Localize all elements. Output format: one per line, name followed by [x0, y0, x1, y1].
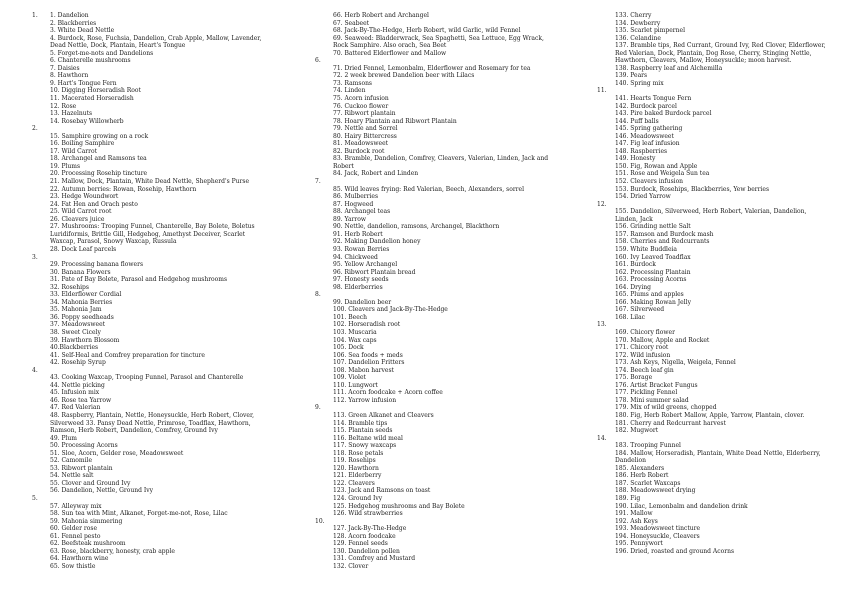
list-item: 47. Red Valerian [50, 404, 101, 412]
list-item: 3. White Dead Nettle [50, 27, 115, 35]
list-item: 15. Samphire growing on a rock [50, 132, 149, 140]
item-list [315, 299, 560, 405]
list-item: 169. Chicory flower [615, 328, 675, 336]
list-item: 102. Horseradish root [333, 321, 401, 329]
list-item: 128. Acorn foodcake [333, 532, 396, 540]
item-list [32, 374, 272, 495]
item-list [315, 412, 560, 518]
list-item: 31. Pate of Bay Bolete, Parasol and Hedgehog mushrooms [50, 276, 228, 284]
list-item: 98. Elderberries [333, 283, 383, 291]
list-item: 16. Boiling Samphire [50, 140, 115, 148]
section [315, 404, 560, 517]
list-item: 189. Fig [615, 495, 641, 502]
list-item: 182. Mugwort [615, 427, 659, 435]
list-item: 120. Hawthorn [333, 464, 379, 472]
section-number: 12. [597, 200, 607, 208]
section-number: 13. [597, 321, 607, 329]
list-item: 150. Fig, Rowan and Apple [615, 162, 698, 170]
list-item: 60. Gelder rose [50, 525, 97, 533]
section-number: 10. [315, 517, 325, 525]
section [32, 125, 272, 253]
list-item: 95. Yellow Archangel [333, 261, 398, 269]
list-item: 161. Burdock [615, 261, 656, 269]
spacer [597, 201, 827, 209]
spacer [315, 404, 560, 412]
list-item: 36. Poppy seedheads [50, 313, 114, 321]
section [315, 178, 560, 291]
section [32, 254, 272, 367]
list-item: 82. Burdock root [333, 147, 385, 155]
section-number: 5. [32, 495, 38, 502]
item-list [315, 65, 560, 178]
list-item: 180. Fig, Herb Robert Mallow, Apple, Yarrow, Plantain, clover. [615, 411, 805, 419]
list-item: 45. Infusion mix [50, 389, 100, 397]
spacer [315, 291, 560, 299]
list-item: 141. Hearts Tongue Fern [615, 95, 692, 103]
item-list [315, 525, 560, 570]
list-item: 43. Cooking Waxcap, Trooping Funnel, Parasol and Chanterelle [50, 374, 244, 382]
list-item: 160. Ivy Leaved Toadflax [615, 253, 691, 261]
list-item: 88. Archangel teas [333, 208, 391, 216]
list-item: 181. Cherry and Redcurrant harvest [615, 419, 726, 427]
list-item: 13. Hazelnuts [50, 110, 93, 118]
list-item: 184. Mallow, Horseradish, Plantain, White Dead Nettle, Elderberry, Dandelion [615, 449, 821, 465]
list-item: 107. Dandelion Fritters [333, 359, 405, 367]
list-item: 58. Sun tea with Mint, Alkanet, Forget-me-not, Rose, Lilac [50, 510, 228, 518]
list-item: 143. Pire baked Burdock parcel [615, 110, 712, 118]
list-item: 57. Alleyway mix [50, 502, 102, 510]
section-number: 3. [32, 253, 38, 261]
list-item: 28. Dock Leaf parcels [50, 245, 117, 253]
list-item: 105. Dock [333, 344, 364, 352]
list-item: 80. Hairy Bittercress [333, 132, 397, 140]
list-item: 186. Herb Robert [615, 472, 669, 480]
list-item: 195. Pennywort [615, 540, 663, 548]
list-item: 4. Burdock, Rose, Fuchsia, Dandelion, Crab Apple, Mallow, Lavender, Dead Nettle, Dock, Plantain, Heart's Tongue [50, 34, 262, 50]
section-number: 14. [597, 434, 607, 442]
list-item: 103. Muscaria [333, 328, 377, 336]
list-item: 96. Ribwort Plantain bread [333, 268, 416, 276]
list-item: 148. Raspberries [615, 147, 668, 155]
list-item: 86. Mulberries [333, 193, 379, 201]
list-item: 32. Rosehips [50, 283, 89, 291]
list-item: 14. Rosebay Willowherb [50, 117, 124, 125]
list-item: 149. Honesty [615, 155, 656, 163]
list-item: 191. Mallow [615, 510, 653, 518]
list-item: 121. Elderberry [333, 472, 382, 480]
list-item: 42. Rosehip Syrup [50, 359, 106, 367]
list-item: 89. Yarrow [333, 215, 367, 223]
item-list [597, 95, 827, 201]
list-item: 72. 2 week brewed Dandelion beer with Lilacs [333, 72, 475, 80]
list-item: 154. Dried Yarrow [615, 193, 671, 201]
list-item: 173. Ash Keys, Nigella, Weigela, Fennel [615, 359, 736, 367]
section-number: 9. [315, 404, 321, 412]
list-item: 155. Dandelion, Silverweed, Herb Robert, Valerian, Dandelion, Linden, Jack [615, 208, 807, 223]
list-item: 118. Rose petals [333, 449, 384, 457]
list-item: 152. Cleavers infusion [615, 178, 684, 186]
list-item: 48. Raspberry, Plantain, Nettle, Honeysuckle, Herb Robert, Clover, Silverweed 33. Pansy Dead Nettle, Primrose, Toadflax, Hawthorn, Ramson, Herb Robert, Dandelion, Comfrey, Ground Ivy [50, 411, 255, 435]
list-item: 164. Drying [615, 283, 651, 291]
list-item: 6. Chanterelle mushrooms [50, 57, 131, 65]
column-1 [32, 12, 272, 570]
column-3 [597, 12, 827, 555]
section-number: 8. [315, 291, 321, 299]
list-item: 109. Violet [333, 374, 366, 382]
list-item: 116. Beltane wild meal [333, 434, 403, 442]
list-item: 29. Processing banana flowers [50, 261, 144, 269]
spacer [315, 518, 560, 526]
list-item: 25. Wild Carrot root [50, 208, 112, 216]
item-list [32, 133, 272, 254]
list-item: 11. Macerated Horseradish [50, 95, 134, 103]
list-item: 77. Ribwort plantain [333, 110, 396, 118]
section [315, 291, 560, 404]
list-item: 70. Battered Elderflower and Mallow [333, 49, 447, 57]
list-item: 87. Hogweed [333, 200, 374, 208]
list-item: 17. Wild Carrot [50, 147, 98, 155]
list-item: 132. Clover [333, 562, 369, 570]
list-item: 5. Forget-me-nots and Dandelions [50, 49, 154, 57]
list-item: 194. Honeysuckle, Cleavers [615, 532, 700, 540]
section [597, 12, 827, 87]
list-item: 73. Ramsons [333, 79, 373, 87]
list-item: 134. Dewberry [615, 19, 661, 27]
section-number: 7. [315, 178, 321, 186]
list-item: 49. Plum [50, 434, 77, 442]
list-item: 139. Pears [615, 72, 648, 80]
list-item: 10. Digging Horseradish Root [50, 87, 141, 95]
spacer [32, 125, 272, 133]
list-item: 83. Bramble, Dandelion, Comfrey, Cleavers, Valerian, Linden, Jack and Robert [333, 155, 549, 170]
item-list [32, 261, 272, 367]
section [315, 12, 560, 57]
list-item: 76. Cuckoo flower [333, 102, 389, 110]
section [32, 12, 272, 125]
list-item: 142. Burdock parcel [615, 102, 677, 110]
section [597, 201, 827, 322]
list-item: 140. Spring mix [615, 79, 664, 87]
list-item: 34. Mahonia Berries [50, 298, 113, 306]
list-item: 188. Meadowsweet drying [615, 487, 696, 495]
list-item: 137. Bramble tips, Red Currant, Ground Ivy, Red Clover, Elderflower, Red Valerian, Dock, Plantain, Dog Rose, Cherry, Stinging Nettle, Hawthorn, Cleavers, Mallow, Honeysuckle; moon harvest. [615, 42, 826, 65]
list-item: 52. Camomile [50, 457, 92, 465]
list-item: 65. Sow thistle [50, 562, 96, 570]
list-item: 97. Honesty seeds [333, 276, 389, 284]
section-number: 4. [32, 366, 38, 374]
list-item: 110. Lungwort [333, 381, 378, 389]
list-item: 79. Nettle and Sorrel [333, 125, 398, 133]
spacer [315, 57, 560, 65]
list-item: 151. Rose and Weigela Sun tea [615, 170, 710, 178]
list-item: 166. Making Rowan Jelly [615, 298, 691, 306]
item-list [315, 12, 560, 57]
list-item: 163. Processing Acorns [615, 276, 687, 284]
list-item: 117. Snowy waxcaps [333, 442, 397, 450]
list-item: 193. Meadowsweet tincture [615, 525, 701, 533]
list-item: 50. Processing Acorns [50, 442, 118, 450]
list-item: 27. Mushrooms: Trooping Funnel, Chanterelle, Bay Bolete, Boletus Luridiformis, Brittle Gill, Hedgehog, Amethyst Deceiver, Scarlet Waxcap, Parasol, Snowy Waxcap, Russula [50, 223, 255, 246]
list-item: 68. Jack-By-The-Hedge, Herb Robert, wild Garlic, wild Fennel [333, 27, 521, 35]
list-item: 157. Ramson and Burdock mash [615, 230, 714, 238]
list-item: 7. Daisies [50, 64, 80, 72]
list-item: 67. Seabeet [333, 19, 370, 27]
item-list [597, 442, 827, 555]
list-item: 147. Fig leaf infusion [615, 140, 680, 148]
list-item: 54. Nettle salt [50, 472, 94, 480]
list-item: 46. Rose tea Yarrow [50, 396, 112, 404]
spacer [597, 87, 827, 95]
list-item: 165. Plums and apples [615, 291, 684, 299]
list-item: 20. Processing Rosehip tincture [50, 170, 148, 178]
list-item: 19. Plums [50, 162, 81, 170]
list-item: 124. Ground Ivy [333, 495, 383, 502]
section-number: 6. [315, 57, 321, 65]
list-item: 40.Blackberries [50, 344, 99, 352]
item-list [597, 12, 827, 87]
item-list [32, 12, 272, 125]
section [315, 57, 560, 178]
list-item: 126. Wild strawberries [333, 510, 403, 518]
list-item: 127. Jack-By-The-Hedge [333, 525, 407, 533]
list-item: 71. Dried Fennel, Lemonbalm, Elderflower and Rosemary for tea [333, 64, 531, 72]
list-item: 93. Rowan Berries [333, 245, 390, 253]
list-item: 108. Mabon harvest [333, 366, 394, 374]
list-item: 63. Rose, blackberry, honesty, crab apple [50, 547, 175, 555]
list-item: 81. Meadowsweet [333, 140, 389, 148]
list-item: 91. Herb Robert [333, 230, 383, 238]
list-item: 94. Chickweed [333, 253, 378, 261]
list-item: 113. Green Alkanet and Cleavers [333, 411, 434, 419]
list-item: 122. Cleavers [333, 479, 375, 487]
section-number: 1. [32, 12, 38, 19]
list-item: 18. Archangel and Ramsons tea [50, 155, 147, 163]
list-item: 190. Lilac, Lemonbalm and dandelion drink [615, 502, 748, 510]
list-item: 192. Ash Keys [615, 517, 658, 525]
section [315, 518, 560, 571]
spacer [315, 178, 560, 186]
list-item: 187. Scarlet Waxcaps [615, 479, 681, 487]
list-item: 168. Lilac [615, 313, 646, 321]
list-item: 104. Wax caps [333, 336, 377, 344]
list-item: 92. Making Dandelion honey [333, 238, 421, 246]
list-item: 171. Chicory root [615, 344, 669, 352]
list-item: 135. Scarlet pimpernel [615, 27, 686, 35]
list-item: 30. Banana Flowers [50, 268, 111, 276]
list-item: 136. Celandine [615, 34, 661, 42]
list-item: 41. Self-Heal and Comfrey preparation for tincture [50, 351, 205, 359]
list-item: 8. Hawthorn [50, 72, 89, 80]
list-item: 145. Spring gathering [615, 125, 683, 133]
item-list [32, 503, 272, 571]
list-item: 55. Clover and Ground Ivy [50, 479, 131, 487]
list-item: 38. Sweet Cicely [50, 328, 101, 336]
section [597, 87, 827, 200]
spacer [32, 367, 272, 375]
list-item: 90. Nettle, dandelion, ramsons, Archangel, Blackthorn [333, 223, 500, 231]
list-item: 101. Beech [333, 313, 368, 321]
section-number: 2. [32, 125, 38, 133]
list-item: 159. White Buddleia [615, 245, 678, 253]
list-item: 78. Hoary Plantain and Ribwort Plantain [333, 117, 457, 125]
list-item: 69. Seaweed: Bladderwrack, Sea Spaghetti, Sea Lettuce, Egg Wrack, Rock Samphire. Also orach, Sea Beet [333, 34, 544, 50]
list-item: 172. Wild infusion [615, 351, 671, 359]
list-item: 39. Hawthorn Blossom [50, 336, 120, 344]
list-item: 2. Blackberries [50, 19, 97, 27]
spacer [32, 254, 272, 262]
list-item: 170. Mallow, Apple and Rocket [615, 336, 710, 344]
list-item: 61. Fennel pesto [50, 532, 101, 540]
list-item: 123. Jack and Ramsons on toast [333, 487, 431, 495]
list-item: 185. Alexanders [615, 464, 665, 472]
list-item: 156. Grinding nettle Salt [615, 223, 691, 231]
list-item: 23. Hedge Woundwort [50, 193, 119, 201]
list-item: 131. Comfrey and Mustard [333, 555, 416, 563]
section [597, 435, 827, 556]
list-item: 35. Mahonia Jam [50, 306, 102, 314]
list-item: 56. Dandelion, Nettle, Ground Ivy [50, 487, 154, 495]
list-item: 146. Meadowsweet [615, 132, 674, 140]
list-item: 21. Mallow, Dock, Plantain, White Dead Nettle, Shepherd's Purse [50, 178, 250, 186]
list-item: 125. Hedgehog mushrooms and Bay Bolete [333, 502, 465, 510]
list-item: 44. Nettle picking [50, 381, 105, 389]
list-item: 74. Linden [333, 87, 366, 95]
list-item: 162. Processing Plantain [615, 268, 691, 276]
list-item: 33. Elderflower Cordial [50, 291, 122, 299]
section [597, 321, 827, 434]
list-item: 176. Artist Bracket Fungus [615, 381, 698, 389]
list-item: 66. Herb Robert and Archangel [333, 12, 429, 19]
list-item: 37. Meadowsweet [50, 321, 106, 329]
spacer [597, 435, 827, 443]
list-item: 138. Raspberry leaf and Alchemilla [615, 64, 723, 72]
list-item: 167. Silverweed [615, 306, 665, 314]
list-item: 178. Mini summer salad [615, 396, 689, 404]
list-item: 24. Fat Hen and Orach pesto [50, 200, 138, 208]
section [32, 367, 272, 495]
list-item: 84. Jack, Robert and Linden [333, 170, 419, 178]
item-list [315, 186, 560, 292]
list-item: 183. Trooping Funnel [615, 442, 681, 450]
list-item: 53. Ribwort plantain [50, 464, 113, 472]
list-item: 51. Sloe, Acorn, Gelder rose, Meadowsweet [50, 449, 184, 457]
list-item: 114. Bramble tips [333, 419, 388, 427]
list-item: 100. Cleavers and Jack-By-The-Hedge [333, 306, 448, 314]
spacer [597, 321, 827, 329]
list-item: 115. Plantain seeds [333, 427, 393, 435]
list-item: 133. Cherry [615, 12, 652, 19]
list-item: 12. Rose [50, 102, 77, 110]
list-item: 177. Pickling Fennel [615, 389, 678, 397]
section [32, 495, 272, 570]
list-item: 99. Dandelion beer [333, 298, 392, 306]
list-item: 196. Dried, roasted and ground Acorns [615, 547, 735, 555]
item-list [597, 208, 827, 321]
list-item: 179. Mix of wild greens, chopped [615, 404, 717, 412]
list-item: 130. Dandelion pollen [333, 547, 400, 555]
list-item: 26. Cleavers juice [50, 215, 105, 223]
list-item: 62. Beefsteak mushroom [50, 540, 126, 548]
list-item: 144. Puff balls [615, 117, 659, 125]
list-item: 106. Sea foods + meds [333, 351, 403, 359]
list-item: 174. Beech leaf gin [615, 366, 674, 374]
column-2 [315, 12, 560, 570]
section-number: 11. [597, 87, 607, 95]
list-item: 9. Hart's Tongue Fern [50, 79, 117, 87]
list-item: 85. Wild leaves frying: Red Valerian, Beech, Alexanders, sorrel [333, 185, 525, 193]
list-item: 64. Hawthorn wine [50, 555, 109, 563]
list-item: 22. Autumn berries: Rowan, Rosehip, Hawthorn [50, 185, 197, 193]
item-list [597, 329, 827, 435]
list-item: 158. Cherries and Redcurrants [615, 238, 710, 246]
list-item: 1. Dandelion [50, 12, 89, 19]
list-item: 112. Yarrow infusion [333, 396, 397, 404]
list-item: 175. Borage [615, 374, 653, 382]
list-item: 119. Rosehips [333, 457, 376, 465]
list-item: 111. Acorn foodcake + Acorn coffee [333, 389, 443, 397]
list-item: 75. Acorn infusion [333, 95, 389, 103]
list-item: 129. Fennel seeds [333, 540, 388, 548]
list-item: 59. Mahonia simmering [50, 517, 123, 525]
spacer [32, 495, 272, 503]
list-item: 153. Burdock, Rosehips, Blackberries, Yew berries [615, 185, 770, 193]
